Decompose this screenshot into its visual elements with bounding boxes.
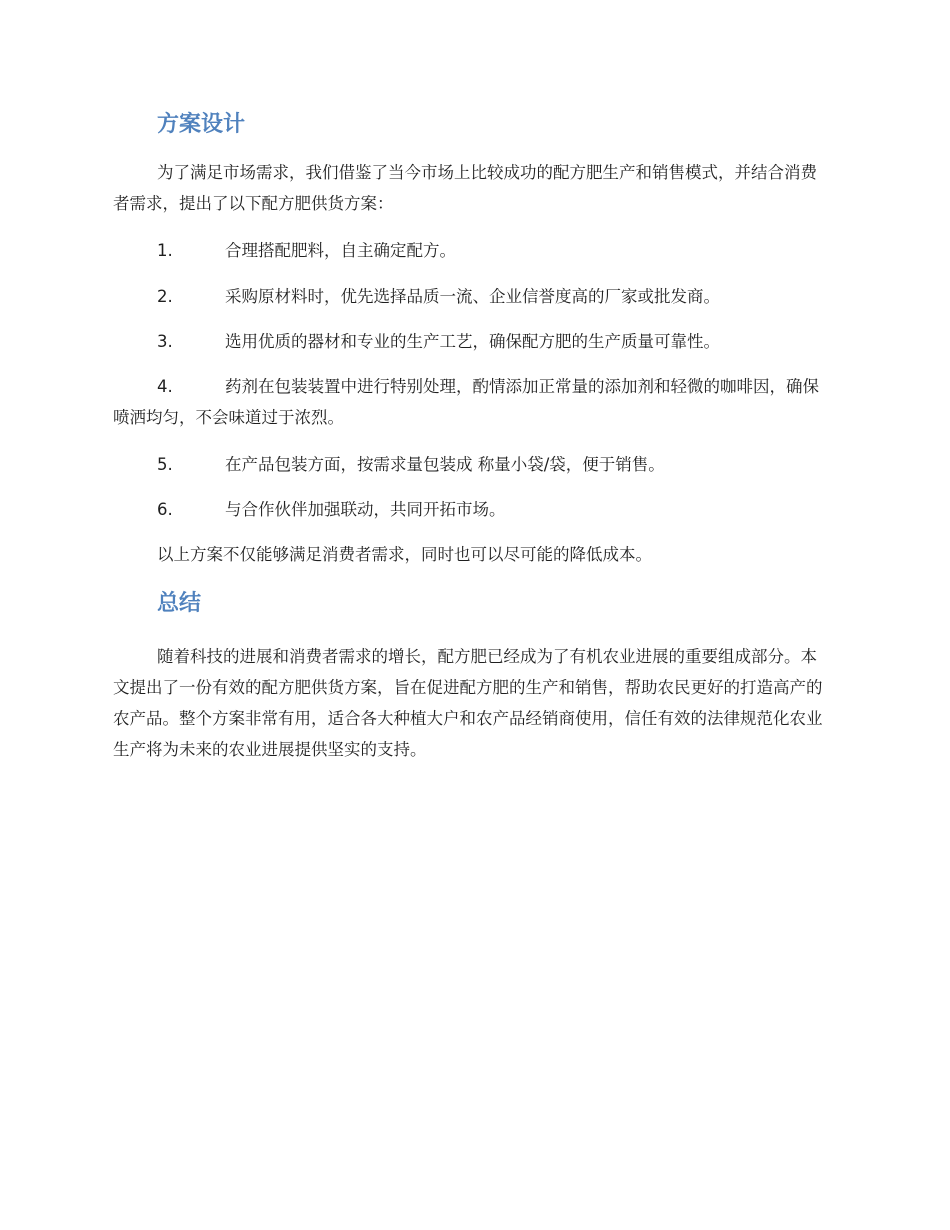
list-item-text: 在产品包装方面，按需求量包装成 称量小袋/袋，便于销售。 bbox=[225, 455, 665, 474]
list-item bbox=[113, 449, 829, 480]
list-item bbox=[113, 281, 829, 312]
list-item-text: 合理搭配肥料，自主确定配方。 bbox=[225, 241, 456, 260]
list-item-number: 3. bbox=[157, 332, 173, 351]
list-item-number: 6. bbox=[157, 500, 173, 519]
list-item-number: 2. bbox=[157, 287, 173, 306]
list-item-text: 选用优质的器材和专业的生产工艺，确保配方肥的生产质量可靠性。 bbox=[225, 332, 720, 351]
list-item bbox=[113, 235, 829, 266]
plan-intro-paragraph: 为了满足市场需求，我们借鉴了当今市场上比较成功的配方肥生产和销售模式，并结合消费者需求，提出了以下配方肥供货方案： bbox=[113, 163, 817, 213]
list-item-text: 采购原材料时，优先选择品质一流、企业信誉度高的厂家或批发商。 bbox=[225, 287, 720, 306]
list-item-text: 药剂在包装装置中进行特别处理，酌情添加正常量的添加剂和轻微的咖啡因，确保喷洒均匀，不会味道过于浓烈。 bbox=[113, 377, 819, 427]
list-item bbox=[113, 494, 829, 525]
list-item bbox=[113, 326, 829, 357]
list-item-number: 4. bbox=[157, 377, 173, 396]
list-item-number: 5. bbox=[157, 455, 173, 474]
plan-closing-paragraph: 以上方案不仅能够满足消费者需求，同时也可以尽可能的降低成本。 bbox=[157, 545, 652, 564]
list-item bbox=[113, 371, 829, 433]
summary-paragraph: 随着科技的进展和消费者需求的增长，配方肥已经成为了有机农业进展的重要组成部分。本文提出了一份有效的配方肥供货方案，旨在促进配方肥的生产和销售，帮助农民更好的打造高产的农产品。整个方案非常有用，适合各大种植大户和农产品经销商使用，信任有效的法律规范化农业生产将为未来的农业进展提供坚实的支持。 bbox=[113, 647, 823, 759]
section-heading-plan-design: 方案设计 bbox=[157, 112, 246, 137]
section-heading-summary: 总结 bbox=[157, 591, 202, 616]
list-item-number: 1. bbox=[157, 241, 173, 260]
list-item-text: 与合作伙伴加强联动，共同开拓市场。 bbox=[225, 500, 506, 519]
